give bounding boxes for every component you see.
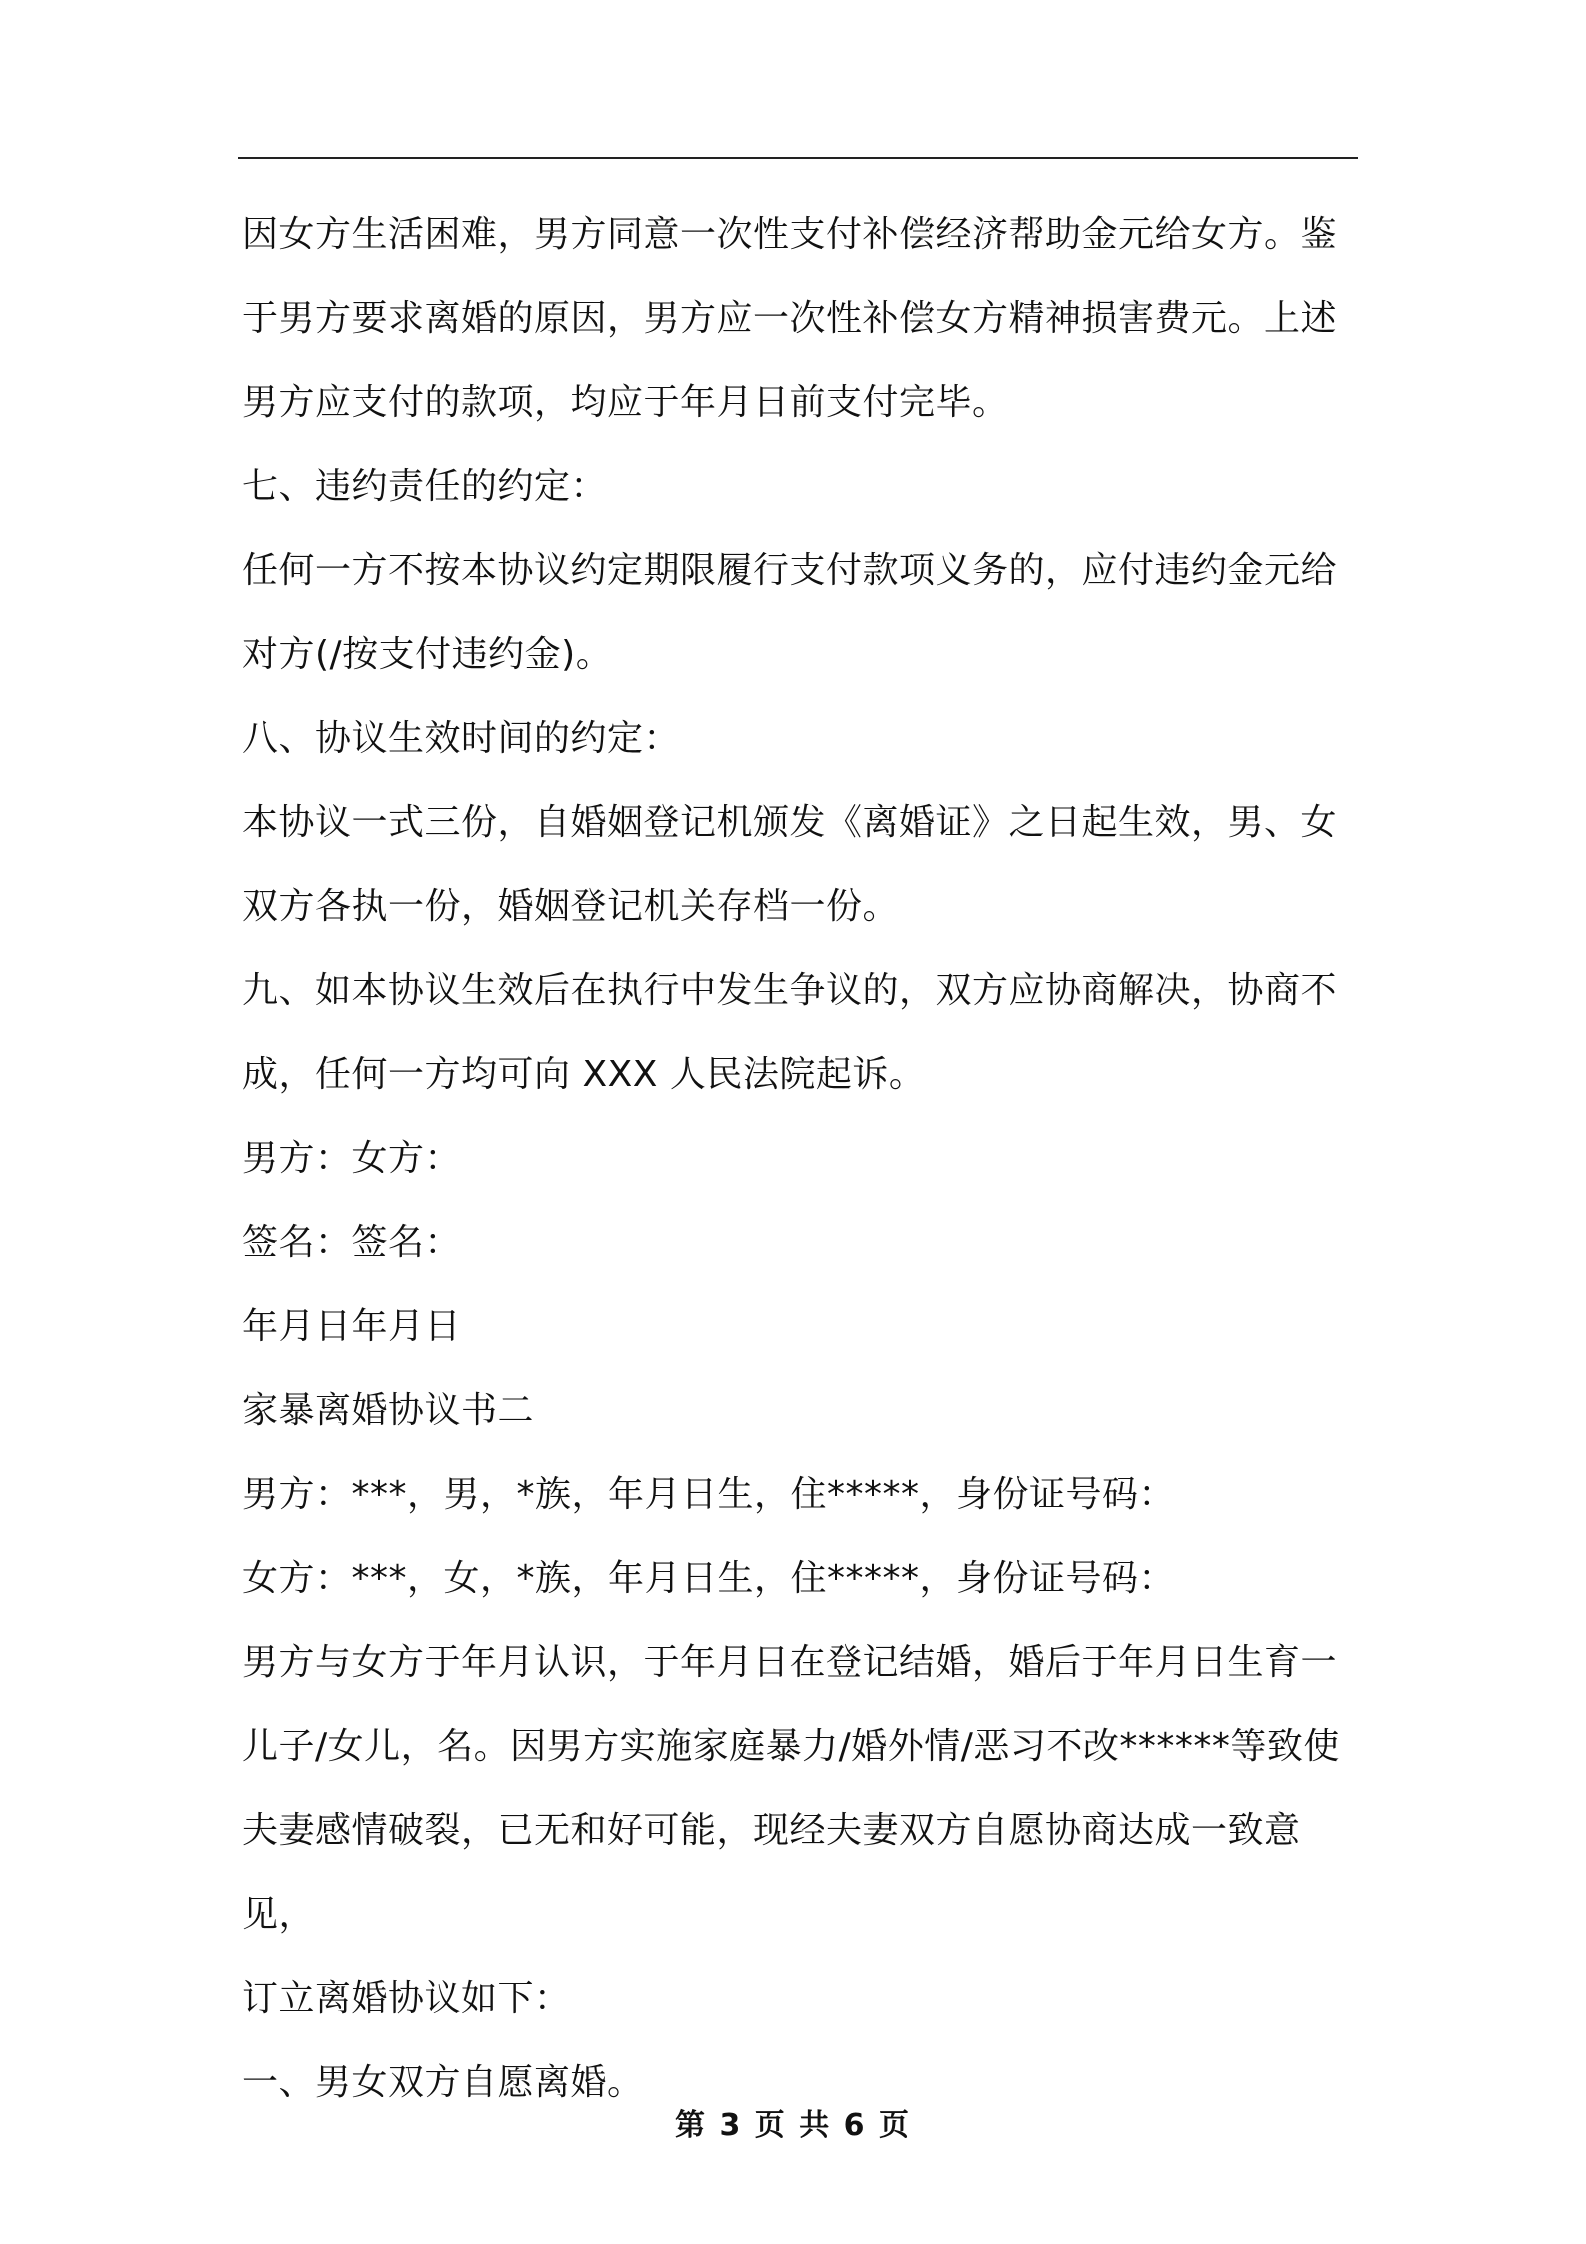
section-heading-7: 七、违约责任的约定： [242,466,608,507]
party-labels: 男方：女方： [242,1138,462,1179]
text-line: 男方应支付的款项，均应于年月日前支付完毕。 [242,382,1009,423]
text-line: 男方与女方于年月认识，于年月日在登记结婚，婚后于年月日生育一 [242,1642,1338,1683]
text-line: 因女方生活困难，男方同意一次性支付补偿经济帮助金元给女方。鉴 [242,214,1338,255]
document-subtitle: 家暴离婚协议书二 [242,1390,535,1431]
section-heading-1: 一、男女双方自愿离婚。 [242,2062,644,2103]
text-line: 夫妻感情破裂，已无和好可能，现经夫妻双方自愿协商达成一致意见， [242,1810,1301,1935]
text-line: 任何一方不按本协议约定期限履行支付款项义务的，应付违约金元给 [242,550,1338,591]
text-line: 双方各执一份，婚姻登记机关存档一份。 [242,886,900,927]
male-party-info: 男方：***，男，*族，年月日生，住*****，身份证号码： [242,1474,1176,1515]
text-line: 成，任何一方均可向 XXX 人民法院起诉。 [242,1054,926,1095]
text-line: 于男方要求离婚的原因，男方应一次性补偿女方精神损害费元。上述 [242,298,1338,339]
text-line: 儿子/女儿，名。因男方实施家庭暴力/婚外情/恶习不改******等致使 [242,1726,1340,1767]
header-divider [238,157,1358,159]
text-line: 订立离婚协议如下： [242,1978,571,2019]
date-labels: 年月日年月日 [242,1306,462,1347]
text-line: 本协议一式三份，自婚姻登记机颁发《离婚证》之日起生效，男、女 [242,802,1338,843]
text-line: 对方(/按支付违约金)。 [242,634,613,675]
signature-labels: 签名：签名： [242,1222,462,1263]
page-number: 第 3 页 共 6 页 [675,2108,911,2143]
document-body [242,193,1362,2125]
section-heading-8: 八、协议生效时间的约定： [242,718,681,759]
female-party-info: 女方：***，女，*族，年月日生，住*****，身份证号码： [242,1558,1176,1599]
section-heading-9: 九、如本协议生效后在执行中发生争议的，双方应协商解决，协商不 [242,970,1338,1011]
